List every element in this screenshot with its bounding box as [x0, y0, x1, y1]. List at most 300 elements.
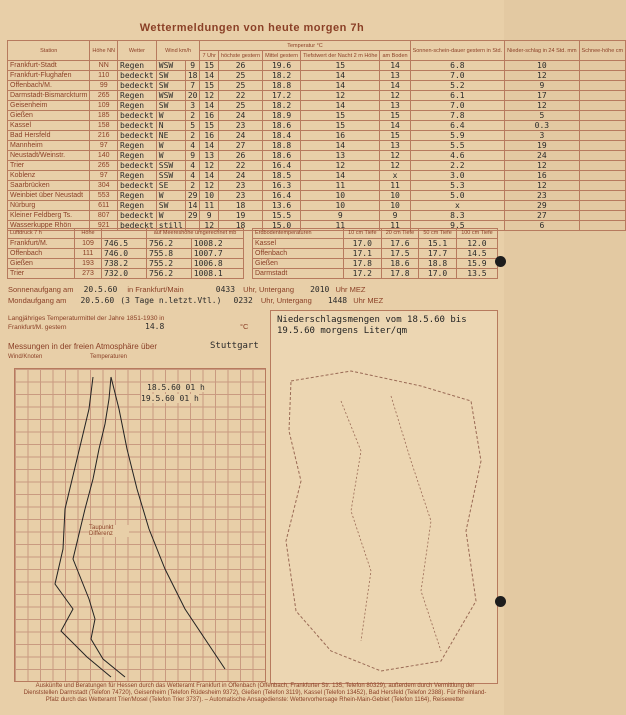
station-cell-wd: N — [156, 121, 185, 131]
erdboden-cell-value: 13.5 — [456, 269, 497, 279]
station-cell-rain: 17 — [505, 91, 579, 101]
station-cell-tb: 14 — [380, 121, 410, 131]
col-tiefst-2m: Tiefstwert der Nacht 2 m Höhe — [301, 51, 380, 61]
station-cell-tb: 11 — [380, 221, 410, 231]
station-cell-rain: 12 — [505, 101, 579, 111]
station-row — [8, 121, 626, 131]
station-cell-rain: 9 — [505, 81, 579, 91]
station-cell-mi: 18.2 — [263, 71, 301, 81]
station-cell-hi: 25 — [218, 81, 262, 91]
station-cell-t7: 9 — [200, 211, 218, 221]
station-cell-name: Weinbiet über Neustadt — [8, 191, 90, 201]
eb-h4: 100 cm Tiefe — [456, 229, 497, 239]
station-row — [8, 111, 626, 121]
eb-h3: 50 cm Tiefe — [419, 229, 457, 239]
station-cell-mi: 13.6 — [263, 201, 301, 211]
luftdruck-cell-b: 755.2 — [147, 259, 192, 269]
lf-h1: Höhe — [75, 229, 102, 239]
moon-label: Mondaufgang am — [8, 296, 67, 305]
station-cell-t7: 12 — [200, 221, 218, 231]
station-row — [8, 171, 626, 181]
station-cell-wd: W — [156, 211, 185, 221]
station-cell-mi: 18.8 — [263, 141, 301, 151]
station-cell-t2: 9 — [301, 211, 380, 221]
station-cell-t7: 11 — [200, 201, 218, 211]
sun-label: Sonnenaufgang am — [8, 285, 74, 294]
sun-set-label: Uhr, Untergang — [243, 285, 294, 294]
station-cell-ws: 29 — [185, 211, 200, 221]
station-cell-h: 807 — [90, 211, 118, 221]
station-cell-t2: 10 — [301, 191, 380, 201]
luftdruck-cell-h: 111 — [75, 249, 102, 259]
station-cell-sun: 7.0 — [410, 101, 505, 111]
station-cell-wd: W — [156, 141, 185, 151]
station-cell-h: 99 — [90, 81, 118, 91]
station-cell-t7: 16 — [200, 111, 218, 121]
station-cell-t2: 16 — [301, 131, 380, 141]
station-cell-mi: 16.3 — [263, 181, 301, 191]
station-cell-w: Regen — [118, 151, 157, 161]
luftdruck-cell-a: 746.0 — [102, 249, 147, 259]
sun-date: 20.5.60 — [83, 285, 118, 294]
station-row — [8, 81, 626, 91]
station-cell-rain: 6 — [505, 221, 579, 231]
station-cell-hi: 27 — [218, 141, 262, 151]
station-cell-name: Trier — [8, 161, 90, 171]
station-cell-h: 265 — [90, 91, 118, 101]
station-cell-h: 185 — [90, 111, 118, 121]
station-cell-w: bedeckt — [118, 71, 157, 81]
station-cell-hi: 19 — [218, 211, 262, 221]
col-sonne: Sonnen-schein-dauer gestern in Std. — [410, 41, 505, 61]
station-cell-hi: 26 — [218, 151, 262, 161]
erdboden-row — [253, 239, 498, 249]
station-cell-hi: 25 — [218, 71, 262, 81]
station-cell-name: Geisenheim — [8, 101, 90, 111]
station-cell-mi: 19.6 — [263, 61, 301, 71]
station-cell-w: bedeckt — [118, 81, 157, 91]
station-cell-h: NN — [90, 61, 118, 71]
station-cell-ws: 2 — [185, 131, 200, 141]
station-cell-rain: 16 — [505, 171, 579, 181]
erdboden-cell-value: 17.1 — [344, 249, 382, 259]
erdboden-cell-value: 17.7 — [419, 249, 457, 259]
station-cell-rain: 3 — [505, 131, 579, 141]
erdboden-cell-value: 17.8 — [344, 259, 382, 269]
atmosphere-chart — [14, 368, 266, 682]
station-cell-t2: 14 — [301, 171, 380, 181]
station-cell-hi: 26 — [218, 61, 262, 71]
station-cell-rain: 0.3 — [505, 121, 579, 131]
langj-label1: Langjähriges Temperaturmittel der Jahre 1851-1930 in — [8, 315, 165, 322]
station-cell-hi: 22 — [218, 91, 262, 101]
luftdruck-cell-c: 1007.7 — [191, 249, 243, 259]
station-cell-t7: 15 — [200, 81, 218, 91]
station-cell-ws: 5 — [185, 121, 200, 131]
station-cell-tb: 13 — [380, 71, 410, 81]
station-cell-tb: 10 — [380, 191, 410, 201]
erdboden-row — [253, 249, 498, 259]
station-cell-mi: 18.6 — [263, 121, 301, 131]
moon-set-time: 1448 — [327, 296, 348, 305]
station-cell-sun: 2.2 — [410, 161, 505, 171]
erdboden-cell-name: Gießen — [253, 259, 344, 269]
luftdruck-cell-b: 755.8 — [147, 249, 192, 259]
station-cell-w: Regen — [118, 201, 157, 211]
station-cell-wd: W — [156, 111, 185, 121]
station-cell-sun: 3.0 — [410, 171, 505, 181]
luftdruck-cell-a: 738.2 — [102, 259, 147, 269]
station-cell-mi: 18.5 — [263, 171, 301, 181]
station-cell-ws: 14 — [185, 201, 200, 211]
station-cell-sun: 4.6 — [410, 151, 505, 161]
erdboden-row — [253, 269, 498, 279]
station-cell-t2: 12 — [301, 91, 380, 101]
station-cell-h: 216 — [90, 131, 118, 141]
station-cell-ws: 20 — [185, 91, 200, 101]
erdboden-cell-name: Offenbach — [253, 249, 344, 259]
station-cell-wd: still — [156, 221, 185, 231]
station-cell-rain: 19 — [505, 141, 579, 151]
station-cell-t2: 14 — [301, 141, 380, 151]
station-cell-t7: 14 — [200, 141, 218, 151]
station-cell-w: bedeckt — [118, 161, 157, 171]
station-cell-name: Wasserkuppe Rhön — [8, 221, 90, 231]
station-cell-name: Frankfurt-Flughafen — [8, 71, 90, 81]
station-cell-name: Saarbrücken — [8, 181, 90, 191]
station-cell-rain: 12 — [505, 161, 579, 171]
erdboden-cell-value: 17.5 — [381, 249, 419, 259]
lf-h0: Luftdruck 7 h — [8, 229, 75, 239]
station-cell-hi: 18 — [218, 201, 262, 211]
station-cell-h: 97 — [90, 171, 118, 181]
sun-set-time: 2010 — [310, 285, 330, 294]
moon-row — [8, 296, 383, 305]
lf-h2: auf Meereshöhe umgerechnet mb — [147, 229, 244, 239]
station-cell-wd: SW — [156, 71, 185, 81]
station-row — [8, 131, 626, 141]
footer-note: Auskünfte und Beratungen für Hessen durch das Wetteramt Frankfurt in Offenbach (Offenbach, Frankfurter Str. 135, Telefon 80329), außerdem durch Vermittlung der Dienststellen Darmstadt (Telefon 74720), Geisenheim (Telefon Rüdesheim 9372), Gießen (Telefon 3119), Kassel (Telefon 13452), Bad Hersfeld (Telefon 2388). Für Rheinland-Pfalz durch das Wetteramt Trier/Mosel (Telefon Trier 3737). – Automatische Ansagedienste: Wettervorhersage Rhein-Main-Gebiet (Telefon 1164), Reisewetter — [23, 683, 487, 703]
col-station: Station — [8, 41, 90, 61]
langj-label2: Frankfurt/M. gestern — [8, 324, 67, 331]
station-cell-mi: 16.4 — [263, 161, 301, 171]
luftdruck-cell-b: 756.2 — [147, 269, 192, 279]
luftdruck-cell-h: 109 — [75, 239, 102, 249]
station-cell-snow — [579, 151, 626, 161]
station-cell-name: Koblenz — [8, 171, 90, 181]
col-temperatur: Temperatur °C — [200, 41, 410, 51]
luftdruck-cell-name: Frankfurt/M. — [8, 239, 75, 249]
station-cell-ws: 4 — [185, 141, 200, 151]
langj-unit: °C — [240, 322, 249, 331]
station-cell-snow — [579, 91, 626, 101]
station-cell-snow — [579, 211, 626, 221]
atmos-date2: 19.5.60 01 h — [141, 394, 199, 403]
station-cell-ws: 2 — [185, 181, 200, 191]
col-mittel: Mittel gestern — [263, 51, 301, 61]
erdboden-cell-value: 12.0 — [456, 239, 497, 249]
station-cell-sun: 5.3 — [410, 181, 505, 191]
station-row — [8, 151, 626, 161]
station-cell-t2: 15 — [301, 121, 380, 131]
col-hoehe: Höhe NN — [90, 41, 118, 61]
station-cell-sun: 6.1 — [410, 91, 505, 101]
col-schnee: Schnee-höhe cm — [579, 41, 626, 61]
station-cell-ws: 4 — [185, 161, 200, 171]
eb-h1: 10 cm Tiefe — [344, 229, 382, 239]
station-cell-t2: 15 — [301, 61, 380, 71]
atmos-date1: 18.5.60 01 h — [147, 383, 205, 392]
station-cell-h: 304 — [90, 181, 118, 191]
luftdruck-row — [8, 249, 244, 259]
station-cell-hi: 25 — [218, 101, 262, 111]
punch-hole-lower — [495, 596, 506, 607]
station-cell-sun: 6.8 — [410, 61, 505, 71]
station-cell-tb: 15 — [380, 131, 410, 141]
station-cell-sun: 8.3 — [410, 211, 505, 221]
erdboden-cell-value: 17.8 — [381, 269, 419, 279]
station-row — [8, 141, 626, 151]
sun-rise-time: 0433 — [215, 285, 236, 294]
station-cell-tb: 10 — [380, 201, 410, 211]
station-cell-w: bedeckt — [118, 121, 157, 131]
station-cell-tb: 12 — [380, 161, 410, 171]
station-cell-h: 140 — [90, 151, 118, 161]
atmos-sub-left: Wind/Knoten — [8, 354, 43, 360]
station-cell-mi: 18.4 — [263, 131, 301, 141]
moon-mez: Uhr MEZ — [353, 296, 384, 305]
atmos-title: Messungen in der freien Atmosphäre über — [8, 342, 157, 351]
station-cell-sun: 7.8 — [410, 111, 505, 121]
station-cell-tb: x — [380, 171, 410, 181]
station-cell-snow — [579, 71, 626, 81]
station-cell-name: Kassel — [8, 121, 90, 131]
station-cell-wd: SSW — [156, 171, 185, 181]
station-cell-tb: 13 — [380, 141, 410, 151]
luftdruck-cell-c: 1008.1 — [191, 269, 243, 279]
station-cell-t2: 14 — [301, 81, 380, 91]
erdboden-cell-value: 14.5 — [456, 249, 497, 259]
eb-h2: 20 cm Tiefe — [381, 229, 419, 239]
station-cell-tb: 9 — [380, 211, 410, 221]
luftdruck-cell-h: 273 — [75, 269, 102, 279]
station-cell-wd: SE — [156, 181, 185, 191]
station-cell-rain: 27 — [505, 211, 579, 221]
station-cell-wd: SW — [156, 201, 185, 211]
station-cell-snow — [579, 181, 626, 191]
station-cell-wd: W — [156, 151, 185, 161]
station-cell-name: Offenbach/M. — [8, 81, 90, 91]
station-cell-h: 265 — [90, 161, 118, 171]
punch-hole — [495, 256, 506, 267]
station-cell-snow — [579, 201, 626, 211]
col-wind: Wind km/h — [156, 41, 200, 61]
atmos-sounding-lines — [15, 369, 265, 681]
station-row — [8, 201, 626, 211]
station-cell-w: bedeckt — [118, 131, 157, 141]
station-cell-snow — [579, 81, 626, 91]
moon-date: 20.5.60 — [80, 296, 115, 305]
station-table — [7, 40, 626, 231]
station-cell-rain: 12 — [505, 71, 579, 81]
sun-row — [8, 285, 365, 294]
station-cell-name: Kleiner Feldberg Ts. — [8, 211, 90, 221]
station-cell-t7: 13 — [200, 151, 218, 161]
station-cell-snow — [579, 101, 626, 111]
luftdruck-cell-a: 746.5 — [102, 239, 147, 249]
station-cell-snow — [579, 131, 626, 141]
station-cell-tb: 12 — [380, 151, 410, 161]
station-row — [8, 91, 626, 101]
station-cell-rain: 29 — [505, 201, 579, 211]
station-cell-t7: 15 — [200, 61, 218, 71]
erdboden-cell-value: 17.2 — [344, 269, 382, 279]
station-cell-t7: 12 — [200, 181, 218, 191]
station-cell-sun: 6.4 — [410, 121, 505, 131]
station-cell-w: Regen — [118, 141, 157, 151]
station-cell-sun: 5.2 — [410, 81, 505, 91]
station-cell-wd: SW — [156, 101, 185, 111]
station-cell-snow — [579, 191, 626, 201]
station-cell-snow — [579, 111, 626, 121]
station-cell-mi: 18.6 — [263, 151, 301, 161]
luftdruck-cell-a: 732.0 — [102, 269, 147, 279]
map-heading-line2: 19.5.60 morgens Liter/qm — [277, 326, 408, 336]
station-cell-sun: 9.5 — [410, 221, 505, 231]
station-cell-ws: 7 — [185, 81, 200, 91]
luftdruck-cell-name: Offenbach — [8, 249, 75, 259]
luftdruck-cell-h: 193 — [75, 259, 102, 269]
station-cell-t2: 13 — [301, 151, 380, 161]
station-cell-h: 110 — [90, 71, 118, 81]
station-cell-name: Bad Hersfeld — [8, 131, 90, 141]
station-cell-h: 109 — [90, 101, 118, 111]
station-cell-ws: 4 — [185, 171, 200, 181]
station-cell-hi: 22 — [218, 161, 262, 171]
map-outline — [271, 311, 497, 683]
eb-h0: Erdbodentemperaturen — [253, 229, 344, 239]
station-cell-ws: 18 — [185, 71, 200, 81]
erdboden-cell-value: 18.8 — [419, 259, 457, 269]
station-cell-ws: 9 — [185, 151, 200, 161]
erdboden-cell-value: 17.6 — [381, 239, 419, 249]
station-cell-name: Darmstadt-Bismarckturm — [8, 91, 90, 101]
col-tiefst-boden: am Boden — [380, 51, 410, 61]
station-row — [8, 181, 626, 191]
atmos-taupunkt: Taupunkt Differenz — [89, 525, 129, 537]
station-cell-ws: 2 — [185, 111, 200, 121]
luftdruck-cell-name: Gießen — [8, 259, 75, 269]
station-cell-mi: 16.4 — [263, 191, 301, 201]
station-cell-tb: 11 — [380, 181, 410, 191]
station-cell-sun: 5.0 — [410, 191, 505, 201]
station-cell-t7: 16 — [200, 131, 218, 141]
erdboden-table — [252, 228, 498, 279]
station-cell-t2: 11 — [301, 221, 380, 231]
station-row — [8, 71, 626, 81]
station-cell-hi: 23 — [218, 191, 262, 201]
station-cell-t2: 12 — [301, 161, 380, 171]
station-cell-w: Regen — [118, 61, 157, 71]
station-row — [8, 211, 626, 221]
station-cell-snow — [579, 221, 626, 231]
station-cell-w: Regen — [118, 191, 157, 201]
station-cell-w: bedeckt — [118, 111, 157, 121]
erdboden-cell-value: 17.0 — [419, 269, 457, 279]
station-cell-h: 158 — [90, 121, 118, 131]
station-cell-ws: 9 — [185, 61, 200, 71]
station-cell-t2: 10 — [301, 201, 380, 211]
station-cell-w: bedeckt — [118, 221, 157, 231]
station-cell-tb: 15 — [380, 111, 410, 121]
station-cell-w: Regen — [118, 101, 157, 111]
station-cell-t7: 10 — [200, 191, 218, 201]
station-cell-sun: x — [410, 201, 505, 211]
station-cell-rain: 24 — [505, 151, 579, 161]
station-cell-mi: 18.9 — [263, 111, 301, 121]
station-cell-name: Gießen — [8, 111, 90, 121]
lf-h-blank — [102, 229, 147, 239]
station-cell-rain: 10 — [505, 61, 579, 71]
station-cell-snow — [579, 161, 626, 171]
station-cell-sun: 7.0 — [410, 71, 505, 81]
col-hoechste: höchste gestern — [218, 51, 262, 61]
station-cell-sun: 5.5 — [410, 141, 505, 151]
sun-place: in Frankfurt/Main — [127, 285, 184, 294]
col-niederschlag: Nieder-schlag in 24 Std. mm — [505, 41, 579, 61]
station-cell-t7: 12 — [200, 161, 218, 171]
col-wetter: Wetter — [118, 41, 157, 61]
luftdruck-cell-name: Trier — [8, 269, 75, 279]
erdboden-cell-value: 17.0 — [344, 239, 382, 249]
station-row — [8, 161, 626, 171]
station-cell-tb: 13 — [380, 101, 410, 111]
station-cell-snow — [579, 141, 626, 151]
station-cell-name: Mannheim — [8, 141, 90, 151]
station-cell-wd: SW — [156, 81, 185, 91]
station-cell-ws: 3 — [185, 101, 200, 111]
langj-value: 14.8 — [145, 322, 165, 331]
erdboden-cell-name: Kassel — [253, 239, 344, 249]
station-cell-h: 921 — [90, 221, 118, 231]
station-cell-mi: 15.5 — [263, 211, 301, 221]
station-cell-wd: NE — [156, 131, 185, 141]
erdboden-cell-value: 15.1 — [419, 239, 457, 249]
erdboden-cell-name: Darmstadt — [253, 269, 344, 279]
station-cell-mi: 18.2 — [263, 101, 301, 111]
station-cell-wd: WSW — [156, 91, 185, 101]
station-cell-tb: 14 — [380, 81, 410, 91]
station-cell-ws: 29 — [185, 191, 200, 201]
station-cell-t2: 15 — [301, 111, 380, 121]
station-cell-mi: 15.0 — [263, 221, 301, 231]
luftdruck-cell-c: 1008.2 — [191, 239, 243, 249]
moon-set-label: Uhr, Untergang — [260, 296, 312, 305]
station-cell-h: 97 — [90, 141, 118, 151]
station-cell-name: Neustadt/Weinstr. — [8, 151, 90, 161]
station-cell-t7: 15 — [200, 121, 218, 131]
station-cell-hi: 24 — [218, 111, 262, 121]
station-cell-tb: 12 — [380, 91, 410, 101]
station-cell-t2: 14 — [301, 71, 380, 81]
atmos-place: Stuttgart — [210, 341, 259, 351]
station-cell-t7: 14 — [200, 101, 218, 111]
station-cell-t7: 12 — [200, 91, 218, 101]
station-cell-snow — [579, 121, 626, 131]
station-cell-t7: 14 — [200, 71, 218, 81]
erdboden-cell-value: 15.9 — [456, 259, 497, 269]
station-cell-sun: 5.9 — [410, 131, 505, 141]
